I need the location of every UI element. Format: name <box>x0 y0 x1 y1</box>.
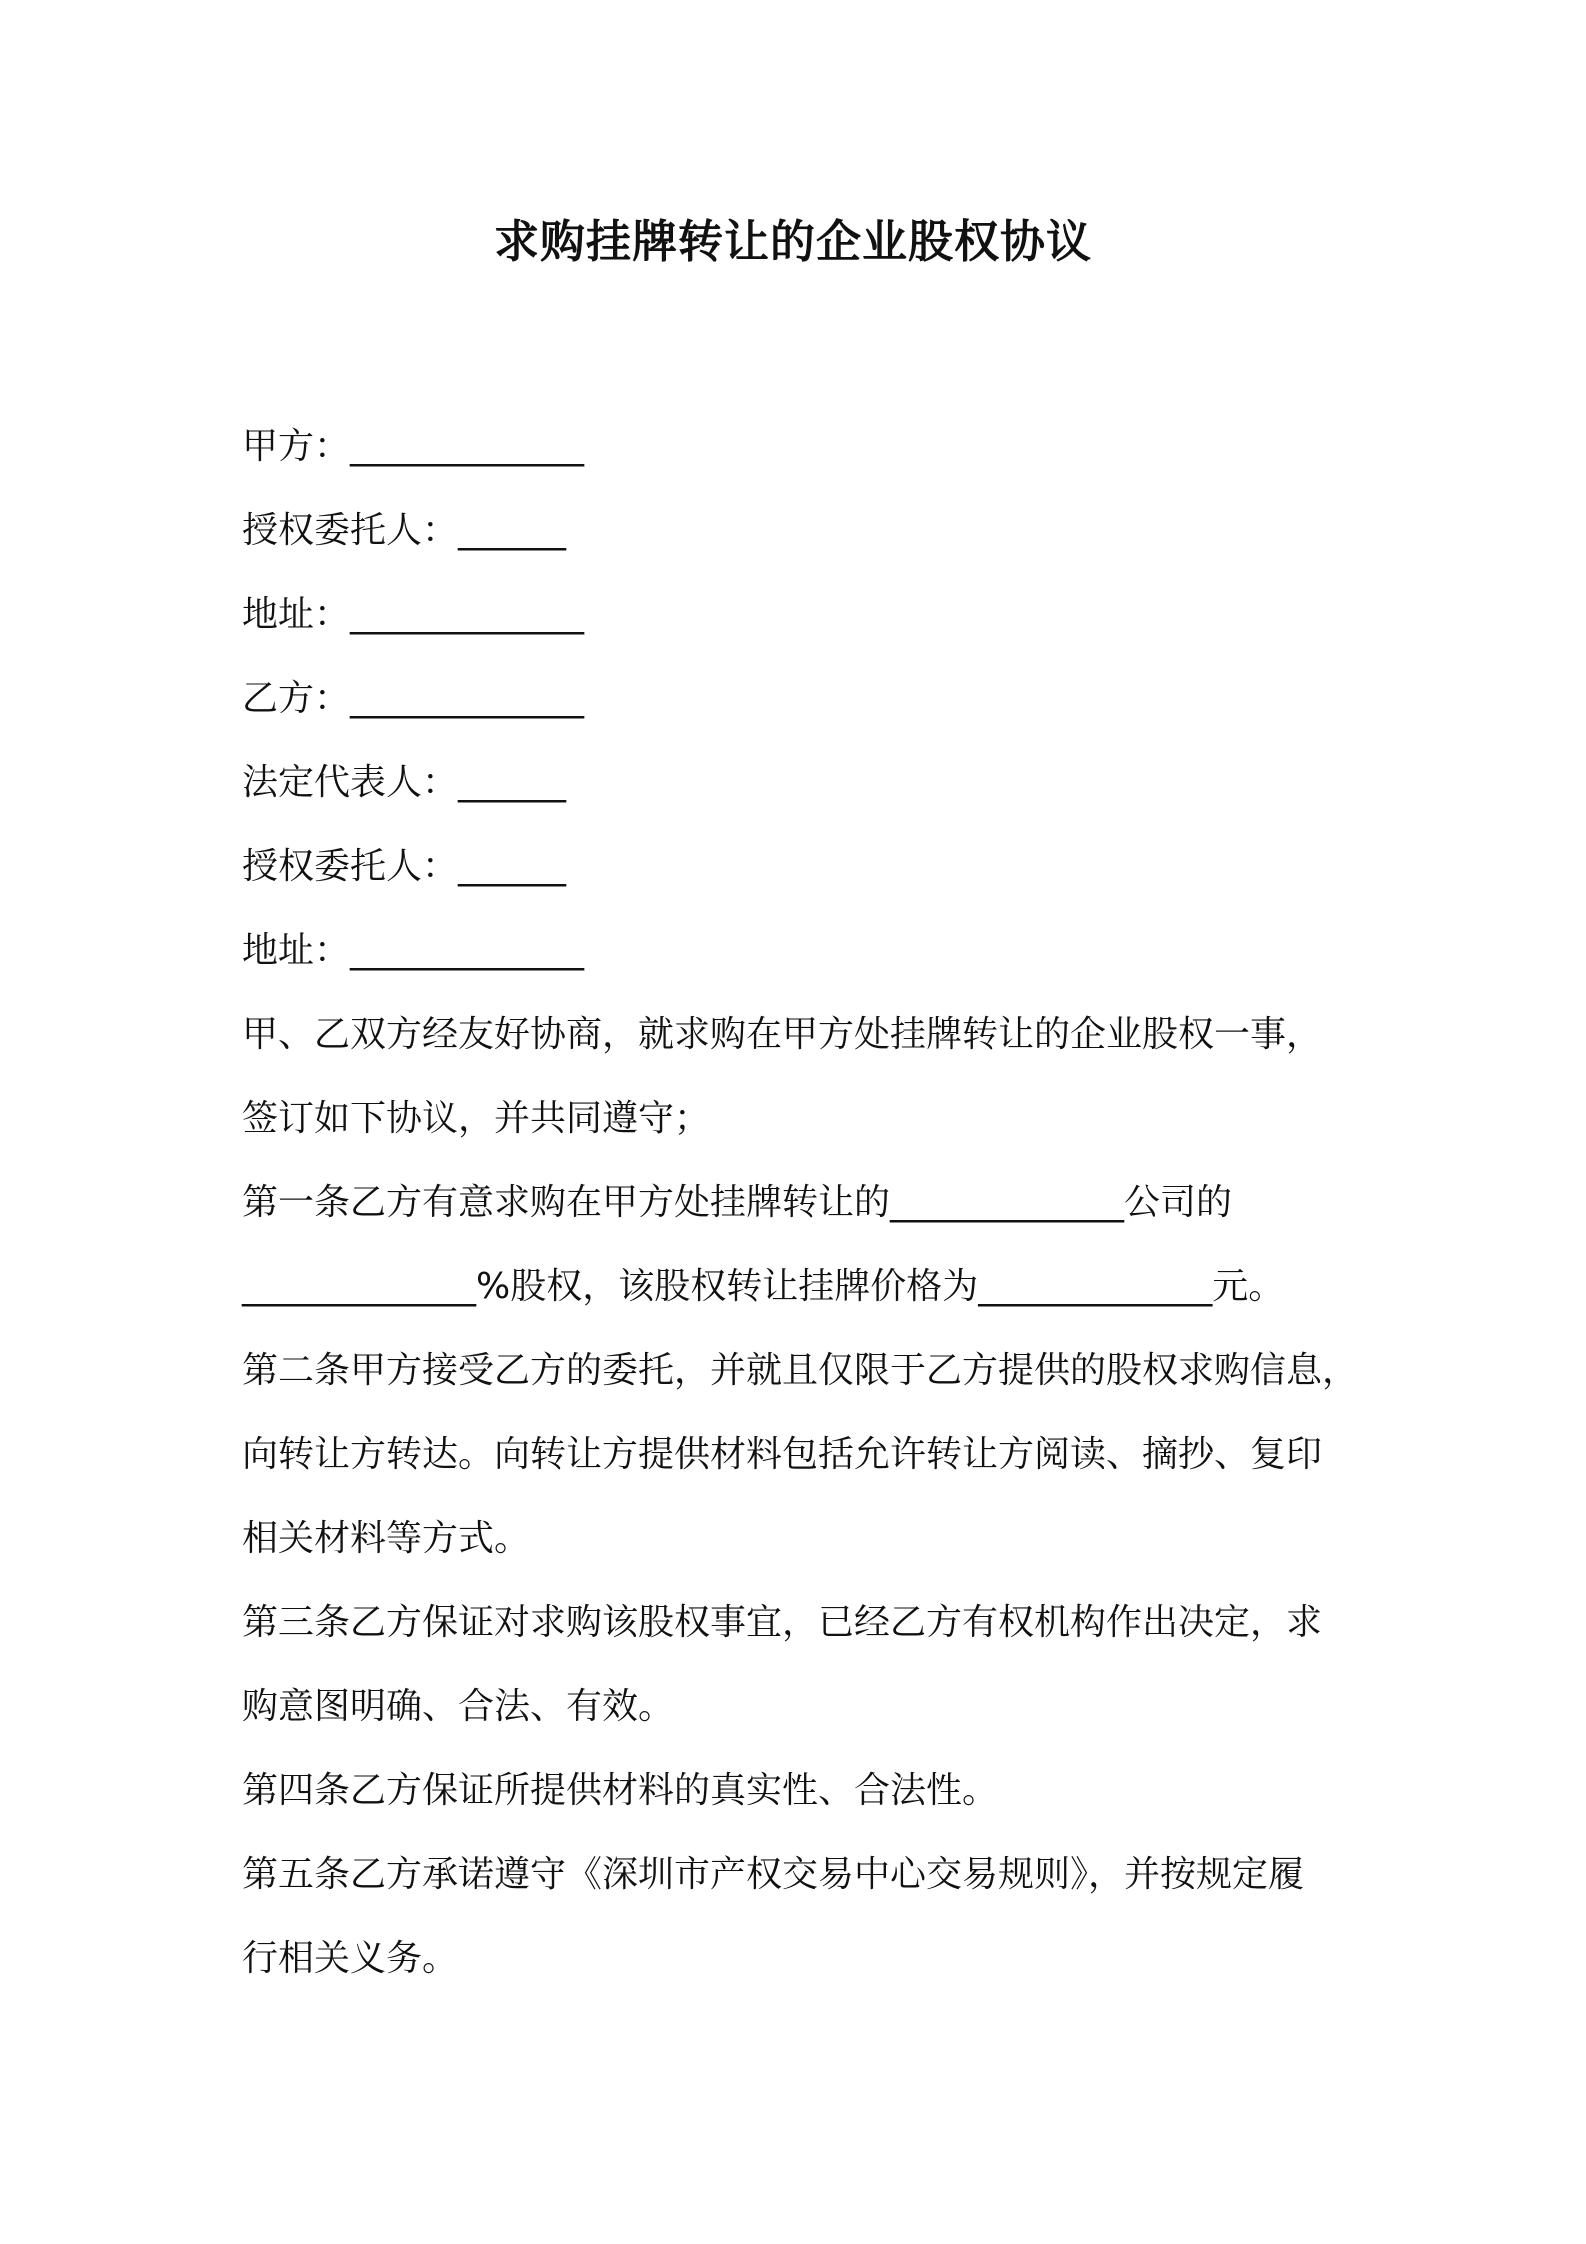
party-b-legal-representative-line: 法定代表人：______ <box>242 762 567 803</box>
article-1-line-1: 第一条乙方有意求购在甲方处挂牌转让的_____________公司的 <box>242 1182 1233 1223</box>
party-b-line: 乙方：_____________ <box>242 678 585 719</box>
article-5-line-1: 第五条乙方承诺遵守《深圳市产权交易中心交易规则》，并按规定履 <box>242 1854 1305 1895</box>
party-a-line: 甲方：_____________ <box>242 426 585 467</box>
article-2-line-1: 第二条甲方接受乙方的委托，并就且仅限于乙方提供的股权求购信息， <box>242 1350 1359 1391</box>
article-4-line-1: 第四条乙方保证所提供材料的真实性、合法性。 <box>242 1770 999 1811</box>
preamble-line-2: 签订如下协议，并共同遵守； <box>242 1098 711 1139</box>
preamble-line-1: 甲、乙双方经友好协商，就求购在甲方处挂牌转让的企业股权一事， <box>242 1014 1323 1055</box>
party-b-address-line: 地址：_____________ <box>242 930 585 971</box>
article-3-line-2: 购意图明确、合法、有效。 <box>242 1686 675 1727</box>
party-a-address-line: 地址：_____________ <box>242 594 585 635</box>
document-body <box>242 405 1392 2001</box>
article-2-line-2: 向转让方转达。向转让方提供材料包括允许转让方阅读、摘抄、复印 <box>242 1434 1323 1475</box>
party-b-authorized-agent-line: 授权委托人：______ <box>242 846 567 887</box>
article-1-line-2: _____________%股权，该股权转让挂牌价格为_____________元。 <box>242 1266 1285 1307</box>
article-2-line-3: 相关材料等方式。 <box>242 1518 531 1559</box>
article-3-line-1: 第三条乙方保证对求购该股权事宜，已经乙方有权机构作出决定，求 <box>242 1602 1323 1643</box>
document-title: 求购挂牌转让的企业股权协议 <box>493 215 1092 268</box>
party-a-authorized-agent-line: 授权委托人：______ <box>242 510 567 551</box>
article-5-line-2: 行相关义务。 <box>242 1938 459 1979</box>
